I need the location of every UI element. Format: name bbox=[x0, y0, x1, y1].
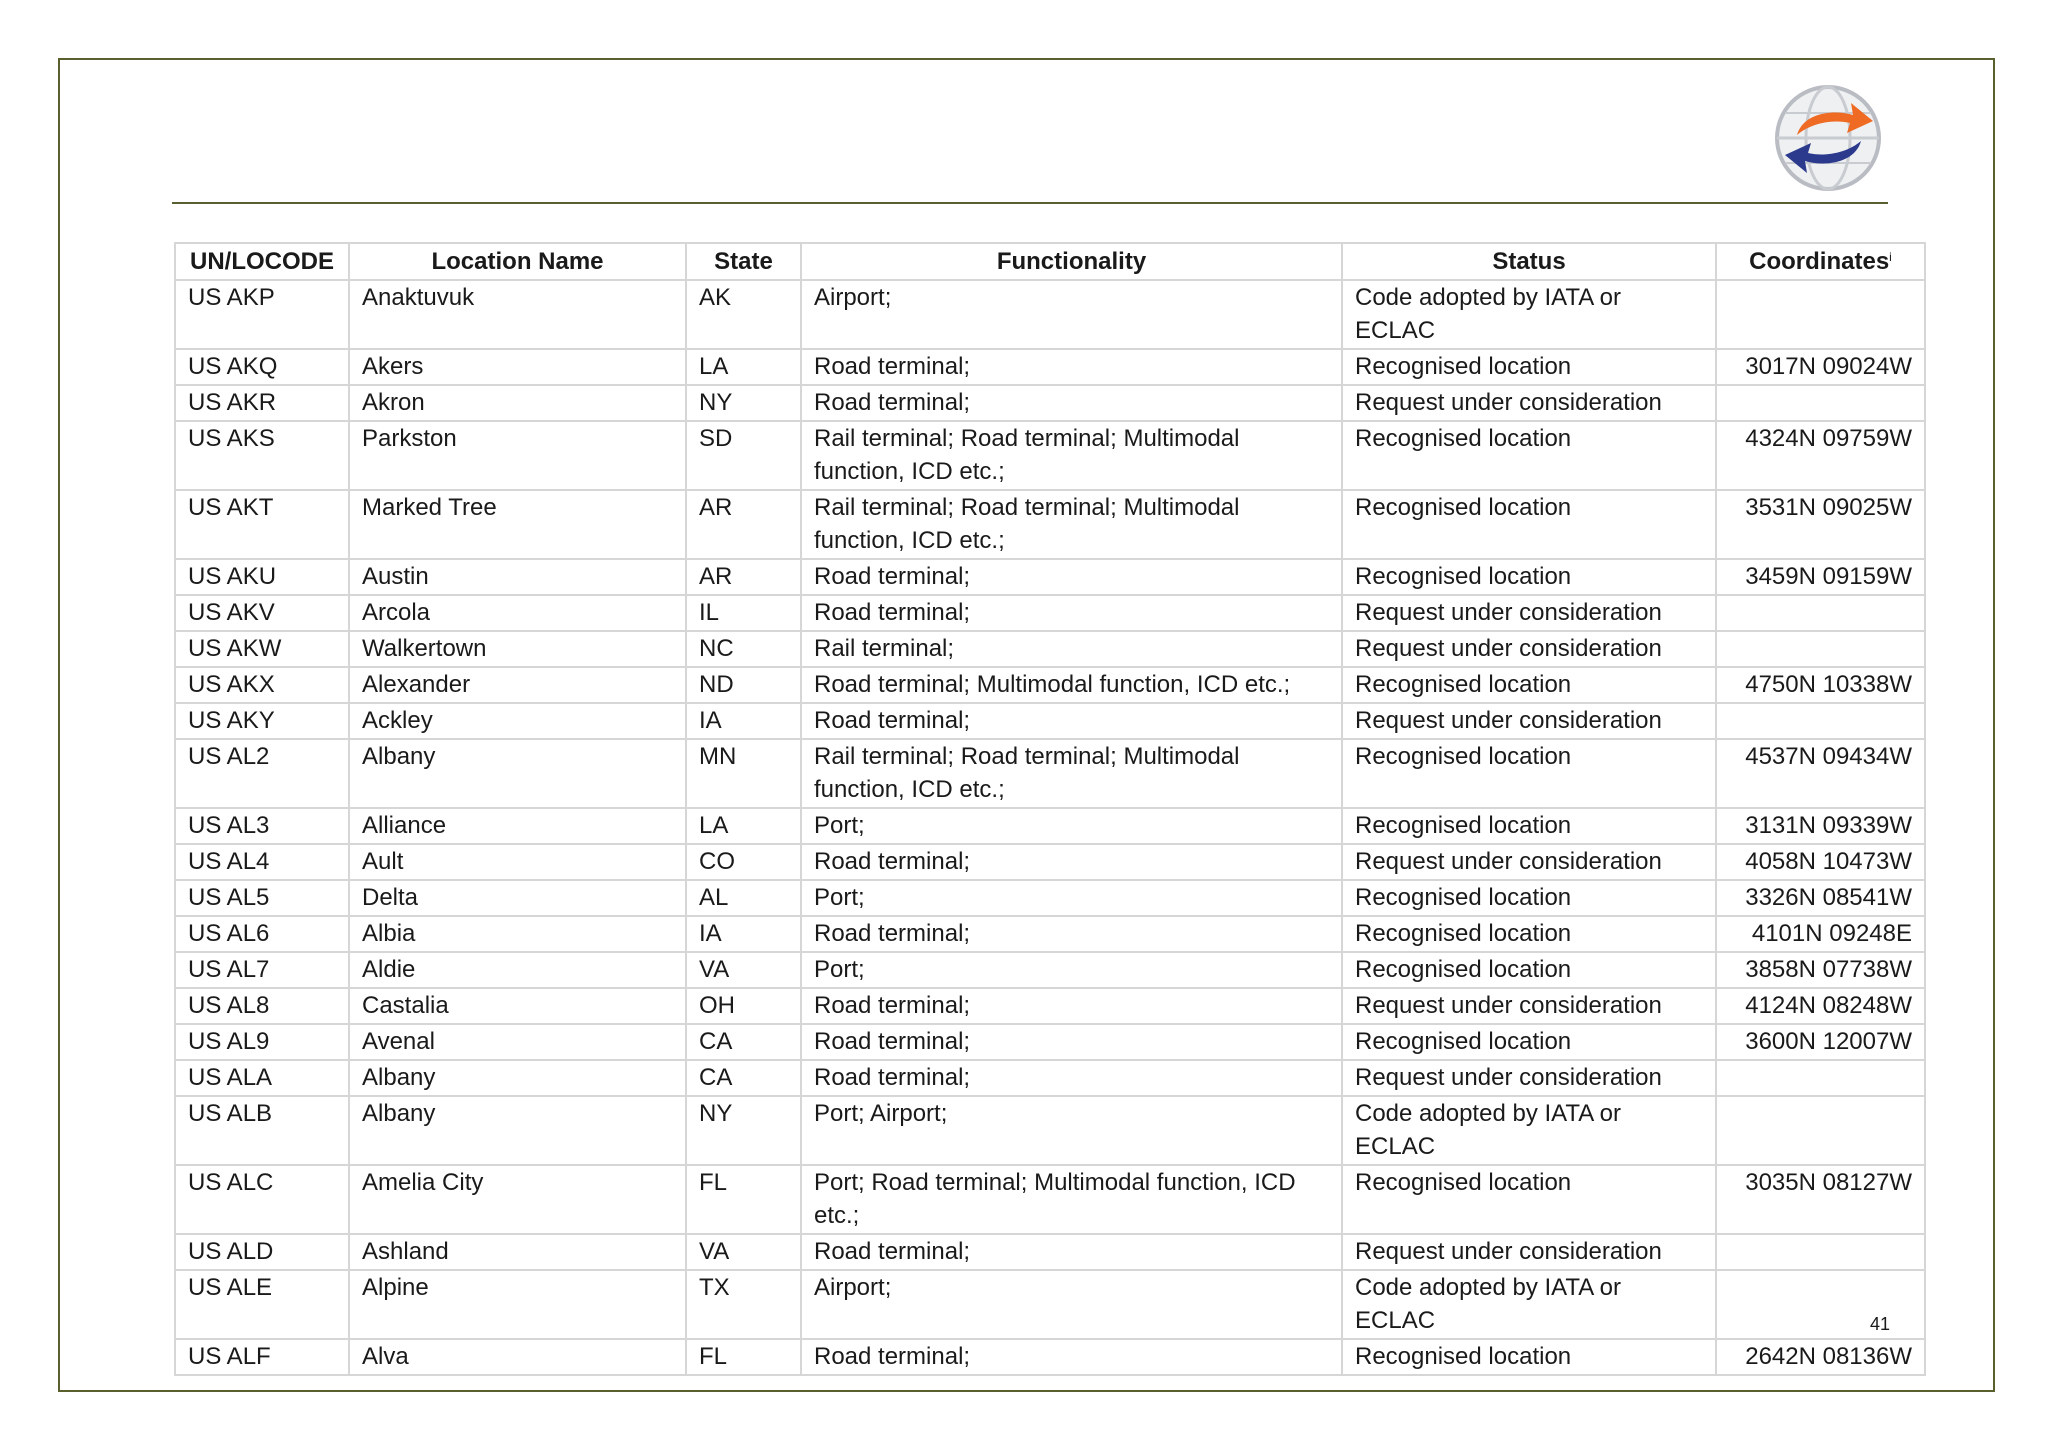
col-header-coordinates bbox=[1716, 243, 1925, 280]
functionality-cell: Road terminal; bbox=[801, 1234, 1342, 1270]
unlocode-cell: US AL5 bbox=[175, 880, 349, 916]
coordinates-cell bbox=[1716, 1096, 1925, 1165]
table-row bbox=[175, 631, 1925, 667]
coordinates-cell: 3459N 09159W bbox=[1716, 559, 1925, 595]
functionality-cell: Port; Airport; bbox=[801, 1096, 1342, 1165]
status-cell: Recognised location bbox=[1342, 421, 1716, 490]
state-cell: CO bbox=[686, 844, 801, 880]
state-cell: NC bbox=[686, 631, 801, 667]
coordinates-cell: 3531N 09025W bbox=[1716, 490, 1925, 559]
page-number: 41 bbox=[1869, 1314, 1890, 1334]
state-cell: VA bbox=[686, 952, 801, 988]
status-cell: Recognised location bbox=[1342, 952, 1716, 988]
functionality-cell: Road terminal; bbox=[801, 916, 1342, 952]
table-row bbox=[175, 1165, 1925, 1234]
coordinates-cell bbox=[1716, 703, 1925, 739]
location-name-cell: Alva bbox=[349, 1339, 686, 1375]
functionality-cell: Port; Road terminal; Multimodal function, ICD etc.; bbox=[801, 1165, 1342, 1234]
header-rule bbox=[172, 202, 1888, 204]
unlocode-cell: US ALC bbox=[175, 1165, 349, 1234]
status-cell: Recognised location bbox=[1342, 1165, 1716, 1234]
status-cell: Recognised location bbox=[1342, 559, 1716, 595]
functionality-cell: Port; bbox=[801, 952, 1342, 988]
functionality-cell: Road terminal; bbox=[801, 385, 1342, 421]
status-cell: Request under consideration bbox=[1342, 844, 1716, 880]
state-cell: CA bbox=[686, 1024, 801, 1060]
table-row bbox=[175, 559, 1925, 595]
state-cell: AR bbox=[686, 559, 801, 595]
state-cell: LA bbox=[686, 349, 801, 385]
table-row bbox=[175, 988, 1925, 1024]
coordinates-cell: 3326N 08541W bbox=[1716, 880, 1925, 916]
table-row bbox=[175, 1270, 1925, 1339]
table-row bbox=[175, 1096, 1925, 1165]
table-row bbox=[175, 1060, 1925, 1096]
arrows-globe-logo-icon bbox=[1773, 83, 1883, 193]
unlocode-cell: US AKP bbox=[175, 280, 349, 349]
coordinates-cell: 4101N 09248E bbox=[1716, 916, 1925, 952]
functionality-cell: Road terminal; Multimodal function, ICD etc.; bbox=[801, 667, 1342, 703]
status-cell: Recognised location bbox=[1342, 916, 1716, 952]
table-row bbox=[175, 739, 1925, 808]
state-cell: TX bbox=[686, 1270, 801, 1339]
status-cell: Recognised location bbox=[1342, 349, 1716, 385]
functionality-cell: Airport; bbox=[801, 280, 1342, 349]
state-cell: IA bbox=[686, 916, 801, 952]
col-header-state: State bbox=[686, 243, 801, 280]
table-row bbox=[175, 1024, 1925, 1060]
table-row bbox=[175, 952, 1925, 988]
table-row bbox=[175, 421, 1925, 490]
state-cell: NY bbox=[686, 1096, 801, 1165]
status-cell: Recognised location bbox=[1342, 490, 1716, 559]
functionality-cell: Rail terminal; Road terminal; Multimodal function, ICD etc.; bbox=[801, 421, 1342, 490]
status-cell: Request under consideration bbox=[1342, 1234, 1716, 1270]
unlocode-cell: US ALD bbox=[175, 1234, 349, 1270]
status-cell: Request under consideration bbox=[1342, 631, 1716, 667]
location-name-cell: Albia bbox=[349, 916, 686, 952]
location-name-cell: Delta bbox=[349, 880, 686, 916]
unlocode-cell: US ALF bbox=[175, 1339, 349, 1375]
location-name-cell: Avenal bbox=[349, 1024, 686, 1060]
state-cell: ND bbox=[686, 667, 801, 703]
functionality-cell: Port; bbox=[801, 880, 1342, 916]
location-name-cell: Albany bbox=[349, 739, 686, 808]
location-name-cell: Ackley bbox=[349, 703, 686, 739]
coordinates-cell bbox=[1716, 385, 1925, 421]
unlocode-cell: US ALA bbox=[175, 1060, 349, 1096]
col-header-functionality: Functionality bbox=[801, 243, 1342, 280]
status-cell: Code adopted by IATA or ECLAC bbox=[1342, 1096, 1716, 1165]
functionality-cell: Road terminal; bbox=[801, 844, 1342, 880]
state-cell: VA bbox=[686, 1234, 801, 1270]
table-row bbox=[175, 1339, 1925, 1375]
location-name-cell: Walkertown bbox=[349, 631, 686, 667]
status-cell: Request under consideration bbox=[1342, 988, 1716, 1024]
unlocode-cell: US AKS bbox=[175, 421, 349, 490]
state-cell: AK bbox=[686, 280, 801, 349]
unlocode-cell: US AL6 bbox=[175, 916, 349, 952]
status-cell: Request under consideration bbox=[1342, 385, 1716, 421]
status-cell: Recognised location bbox=[1342, 1339, 1716, 1375]
coordinates-cell: 2642N 08136W bbox=[1716, 1339, 1925, 1375]
location-name-cell: Amelia City bbox=[349, 1165, 686, 1234]
coordinates-cell: 3600N 12007W bbox=[1716, 1024, 1925, 1060]
location-name-cell: Parkston bbox=[349, 421, 686, 490]
coordinates-cell: 3858N 07738W bbox=[1716, 952, 1925, 988]
unlocode-cell: US ALB bbox=[175, 1096, 349, 1165]
location-name-cell: Ashland bbox=[349, 1234, 686, 1270]
state-cell: SD bbox=[686, 421, 801, 490]
status-cell: Recognised location bbox=[1342, 808, 1716, 844]
location-name-cell: Anaktuvuk bbox=[349, 280, 686, 349]
functionality-cell: Road terminal; bbox=[801, 559, 1342, 595]
coordinates-cell bbox=[1716, 1060, 1925, 1096]
state-cell: FL bbox=[686, 1165, 801, 1234]
unlocode-cell: US AKU bbox=[175, 559, 349, 595]
unlocode-cell: US AKX bbox=[175, 667, 349, 703]
functionality-cell: Rail terminal; Road terminal; Multimodal function, ICD etc.; bbox=[801, 490, 1342, 559]
coordinates-cell: 4124N 08248W bbox=[1716, 988, 1925, 1024]
coordinates-cell bbox=[1716, 595, 1925, 631]
unlocode-cell: US AKY bbox=[175, 703, 349, 739]
unlocode-cell: US AKR bbox=[175, 385, 349, 421]
table-row bbox=[175, 844, 1925, 880]
status-cell: Code adopted by IATA or ECLAC bbox=[1342, 280, 1716, 349]
coordinates-cell bbox=[1716, 631, 1925, 667]
location-name-cell: Ault bbox=[349, 844, 686, 880]
table-header-row bbox=[175, 243, 1925, 280]
status-cell: Recognised location bbox=[1342, 880, 1716, 916]
location-name-cell: Austin bbox=[349, 559, 686, 595]
coordinates-cell: 3017N 09024W bbox=[1716, 349, 1925, 385]
status-cell: Recognised location bbox=[1342, 1024, 1716, 1060]
locode-table bbox=[174, 242, 1926, 1376]
location-name-cell: Marked Tree bbox=[349, 490, 686, 559]
table-row bbox=[175, 490, 1925, 559]
unlocode-cell: US AL9 bbox=[175, 1024, 349, 1060]
state-cell: IA bbox=[686, 703, 801, 739]
coordinates-cell bbox=[1716, 280, 1925, 349]
functionality-cell: Road terminal; bbox=[801, 595, 1342, 631]
coordinates-cell: 4058N 10473W bbox=[1716, 844, 1925, 880]
status-cell: Code adopted by IATA or ECLAC bbox=[1342, 1270, 1716, 1339]
location-name-cell: Akers bbox=[349, 349, 686, 385]
col-header-status: Status bbox=[1342, 243, 1716, 280]
unlocode-cell: US AKT bbox=[175, 490, 349, 559]
location-name-cell: Albany bbox=[349, 1096, 686, 1165]
unlocode-cell: US AL8 bbox=[175, 988, 349, 1024]
footnote-marker: i bbox=[1889, 250, 1892, 264]
table-row bbox=[175, 808, 1925, 844]
status-cell: Request under consideration bbox=[1342, 1060, 1716, 1096]
functionality-cell: Airport; bbox=[801, 1270, 1342, 1339]
table-row bbox=[175, 880, 1925, 916]
coordinates-cell bbox=[1716, 1234, 1925, 1270]
status-cell: Recognised location bbox=[1342, 739, 1716, 808]
unlocode-cell: US AKQ bbox=[175, 349, 349, 385]
coordinates-cell: 3131N 09339W bbox=[1716, 808, 1925, 844]
coordinates-cell: 4750N 10338W bbox=[1716, 667, 1925, 703]
coordinates-cell: 4324N 09759W bbox=[1716, 421, 1925, 490]
state-cell: FL bbox=[686, 1339, 801, 1375]
table-row bbox=[175, 280, 1925, 349]
unlocode-cell: US ALE bbox=[175, 1270, 349, 1339]
functionality-cell: Road terminal; bbox=[801, 703, 1342, 739]
functionality-cell: Rail terminal; Road terminal; Multimodal function, ICD etc.; bbox=[801, 739, 1342, 808]
table-row bbox=[175, 595, 1925, 631]
state-cell: MN bbox=[686, 739, 801, 808]
functionality-cell: Road terminal; bbox=[801, 1024, 1342, 1060]
coordinates-label: Coordinates bbox=[1749, 248, 1890, 275]
state-cell: AL bbox=[686, 880, 801, 916]
coordinates-cell: 4537N 09434W bbox=[1716, 739, 1925, 808]
status-cell: Recognised location bbox=[1342, 667, 1716, 703]
state-cell: IL bbox=[686, 595, 801, 631]
unlocode-cell: US AL2 bbox=[175, 739, 349, 808]
location-name-cell: Alexander bbox=[349, 667, 686, 703]
status-cell: Request under consideration bbox=[1342, 703, 1716, 739]
functionality-cell: Road terminal; bbox=[801, 1339, 1342, 1375]
state-cell: NY bbox=[686, 385, 801, 421]
table-row bbox=[175, 1234, 1925, 1270]
table-row bbox=[175, 349, 1925, 385]
coordinates-cell: 3035N 08127W bbox=[1716, 1165, 1925, 1234]
functionality-cell: Road terminal; bbox=[801, 1060, 1342, 1096]
unlocode-cell: US AL7 bbox=[175, 952, 349, 988]
location-name-cell: Aldie bbox=[349, 952, 686, 988]
functionality-cell: Port; bbox=[801, 808, 1342, 844]
unlocode-cell: US AL4 bbox=[175, 844, 349, 880]
location-name-cell: Alliance bbox=[349, 808, 686, 844]
table-row bbox=[175, 385, 1925, 421]
location-name-cell: Akron bbox=[349, 385, 686, 421]
table-row bbox=[175, 667, 1925, 703]
functionality-cell: Rail terminal; bbox=[801, 631, 1342, 667]
state-cell: LA bbox=[686, 808, 801, 844]
coordinates-cell bbox=[1716, 1270, 1925, 1339]
location-name-cell: Alpine bbox=[349, 1270, 686, 1339]
status-cell: Request under consideration bbox=[1342, 595, 1716, 631]
unlocode-cell: US AKV bbox=[175, 595, 349, 631]
state-cell: OH bbox=[686, 988, 801, 1024]
unlocode-cell: US AKW bbox=[175, 631, 349, 667]
table-row bbox=[175, 916, 1925, 952]
location-name-cell: Arcola bbox=[349, 595, 686, 631]
location-name-cell: Castalia bbox=[349, 988, 686, 1024]
functionality-cell: Road terminal; bbox=[801, 988, 1342, 1024]
col-header-unlocode: UN/LOCODE bbox=[175, 243, 349, 280]
location-name-cell: Albany bbox=[349, 1060, 686, 1096]
table-row bbox=[175, 703, 1925, 739]
state-cell: CA bbox=[686, 1060, 801, 1096]
col-header-location-name: Location Name bbox=[349, 243, 686, 280]
functionality-cell: Road terminal; bbox=[801, 349, 1342, 385]
state-cell: AR bbox=[686, 490, 801, 559]
unlocode-cell: US AL3 bbox=[175, 808, 349, 844]
